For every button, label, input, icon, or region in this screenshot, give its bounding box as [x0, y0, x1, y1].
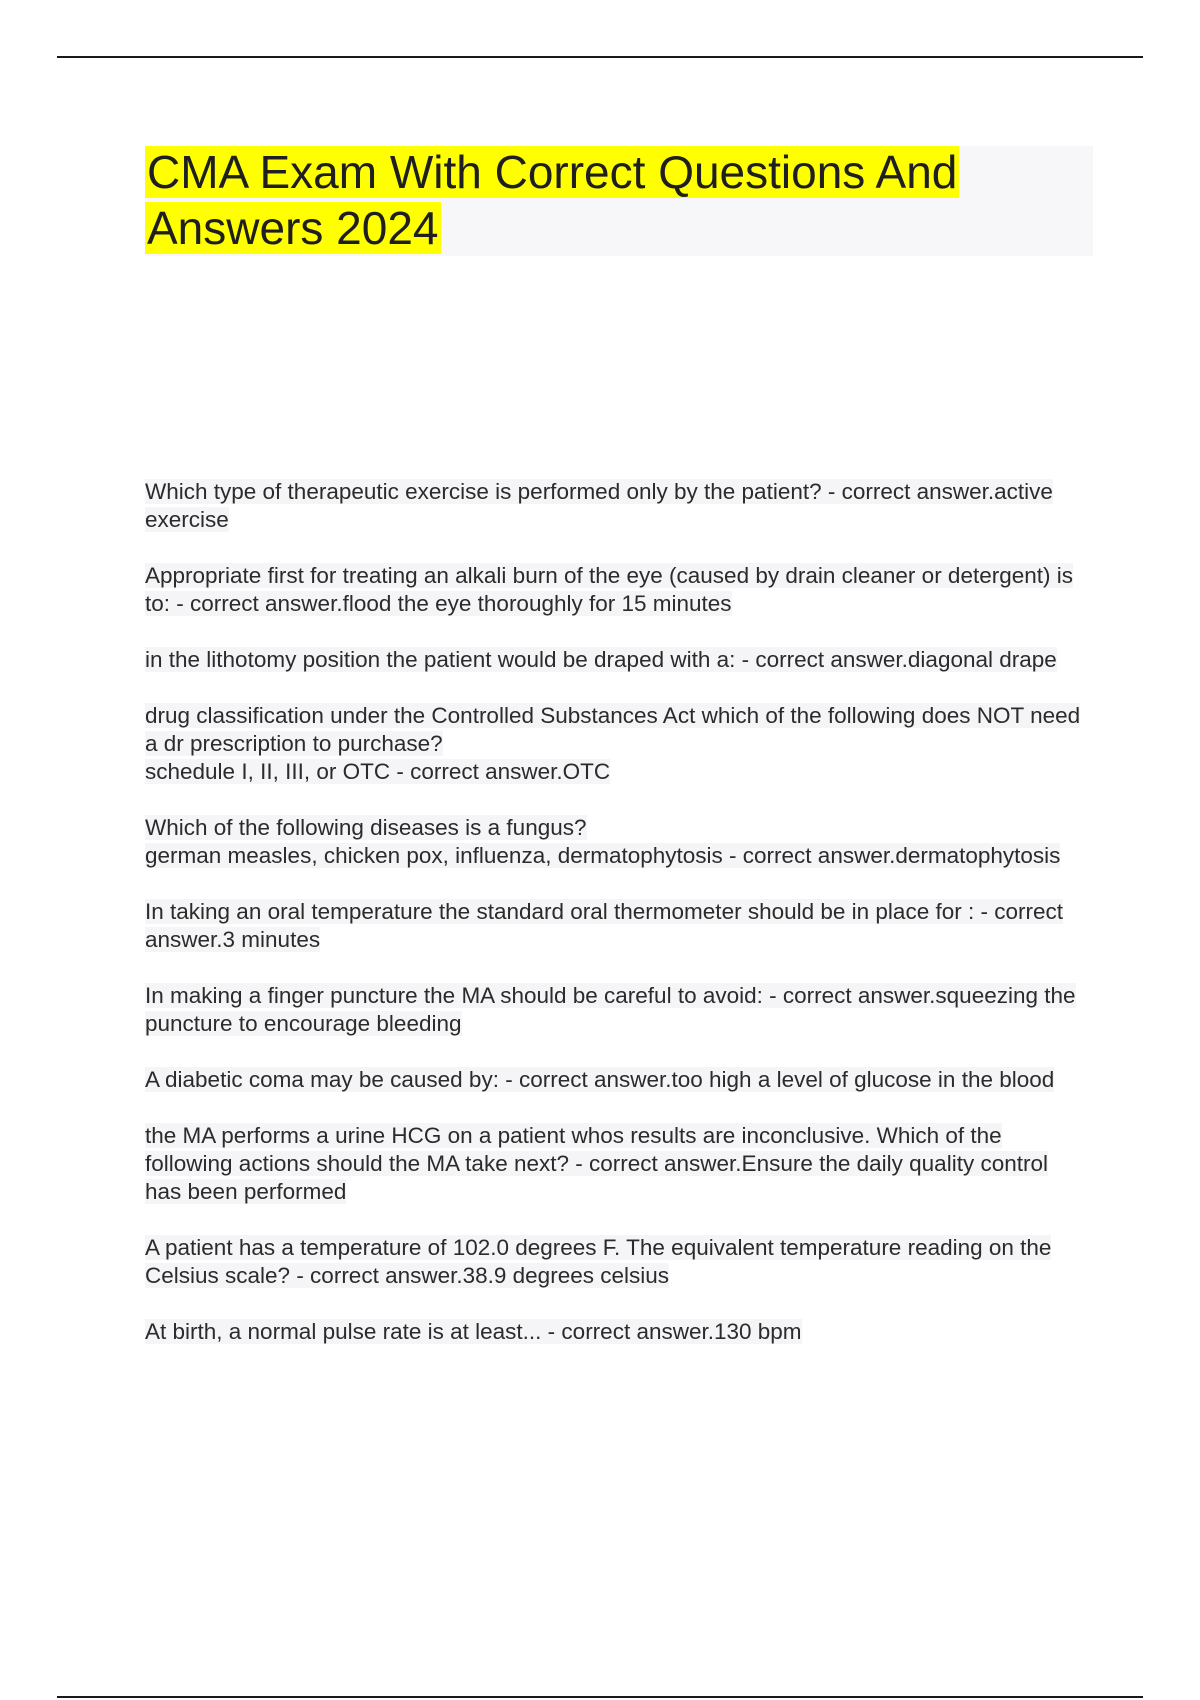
- qa-item: [145, 562, 1090, 618]
- qa-text: A diabetic coma may be caused by: - correct answer.too high a level of glucose in the blood: [145, 1067, 1055, 1092]
- qa-text: Appropriate first for treating an alkali burn of the eye (caused by drain cleaner or detergent) is to: - correct answer.flood the eye thoroughly for 15 minutes: [145, 563, 1074, 616]
- qa-text: Which type of therapeutic exercise is performed only by the patient? - correct answer.active exercise: [145, 479, 1053, 532]
- qa-item: [145, 1234, 1090, 1290]
- qa-text: drug classification under the Controlled Substances Act which of the following does NOT need a dr prescription to purchase? schedule I, II, III, or OTC - correct answer.OTC: [145, 703, 1081, 784]
- qa-text: In taking an oral temperature the standard oral thermometer should be in place for : - correct answer.3 minutes: [145, 899, 1063, 952]
- qa-item: [145, 478, 1090, 534]
- qa-text: In making a finger puncture the MA should be careful to avoid: - correct answer.squeezing the puncture to encourage bleeding: [145, 983, 1076, 1036]
- qa-list: [145, 478, 1090, 1374]
- qa-text: in the lithotomy position the patient would be draped with a: - correct answer.diagonal drape: [145, 647, 1057, 672]
- qa-item: [145, 814, 1090, 870]
- qa-text: Which of the following diseases is a fungus? german measles, chicken pox, influenza, dermatophytosis - correct answer.dermatophytosis: [145, 815, 1061, 868]
- qa-item: [145, 1066, 1090, 1094]
- document-title: [145, 144, 1045, 256]
- qa-text: A patient has a temperature of 102.0 degrees F. The equivalent temperature reading on the Celsius scale? - correct answer.38.9 degrees celsius: [145, 1235, 1052, 1288]
- qa-item: [145, 898, 1090, 954]
- qa-item: [145, 1318, 1090, 1346]
- qa-text: At birth, a normal pulse rate is at least... - correct answer.130 bpm: [145, 1319, 802, 1344]
- qa-item: [145, 646, 1090, 674]
- top-rule: [57, 56, 1143, 58]
- bottom-rule: [57, 1696, 1143, 1698]
- qa-item: [145, 1122, 1090, 1206]
- qa-item: [145, 702, 1090, 786]
- qa-text: the MA performs a urine HCG on a patient whos results are inconclusive. Which of the following actions should the MA take next? - correct answer.Ensure the daily quality control has been performed: [145, 1123, 1048, 1204]
- qa-item: [145, 982, 1090, 1038]
- document-title-text: CMA Exam With Correct Questions And Answers 2024: [147, 146, 958, 254]
